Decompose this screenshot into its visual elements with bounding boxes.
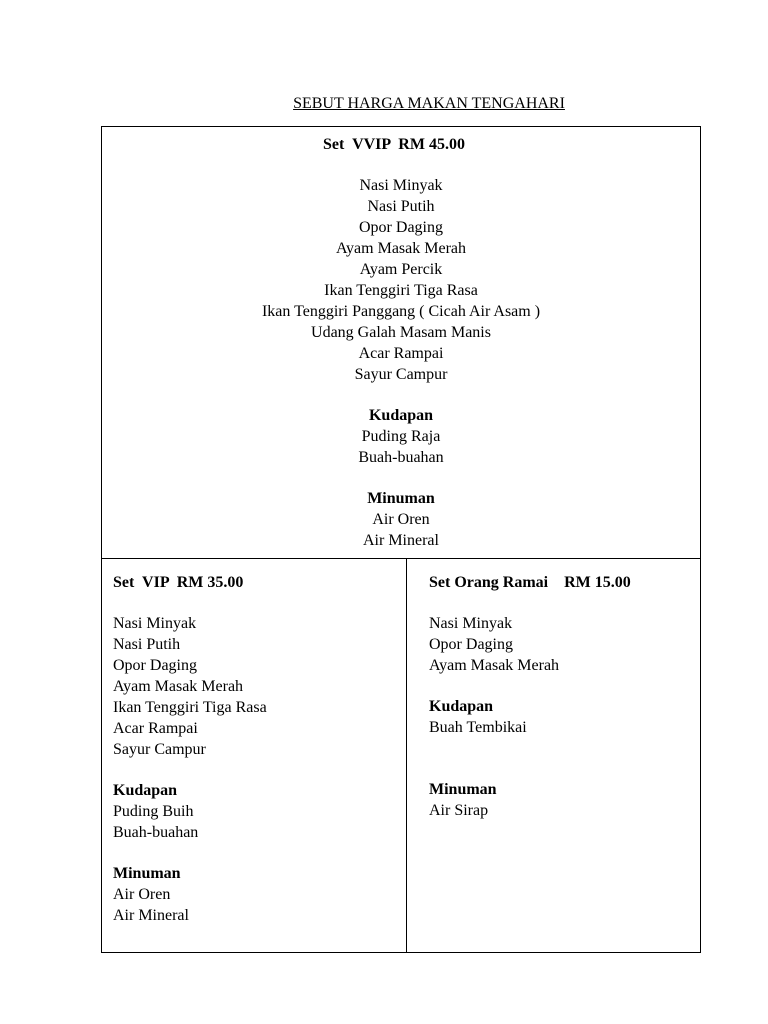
menu-item: Ikan Tenggiri Panggang ( Cicah Air Asam ) (261, 303, 541, 320)
menu-item: Ayam Masak Merah (335, 240, 467, 257)
set-orang-ramai-header: Set Orang Ramai RM 15.00 (429, 574, 631, 591)
menu-item: Ayam Percik (359, 261, 443, 278)
set-vvip-header: Set VVIP RM 45.00 (323, 136, 465, 153)
menu-item: Buah Tembikai (429, 719, 527, 736)
menu-item: Acar Rampai (358, 345, 444, 362)
menu-item: Sayur Campur (113, 741, 206, 758)
menu-item: Air Oren (113, 886, 171, 903)
menu-item: Nasi Minyak (359, 177, 443, 194)
drinks-heading: Minuman (367, 490, 435, 507)
menu-item: Udang Galah Masam Manis (311, 324, 491, 341)
menu-item: Buah-buahan (358, 449, 444, 466)
drinks-heading: Minuman (113, 865, 181, 882)
menu-item: Air Oren (372, 511, 430, 528)
menu-item: Ikan Tenggiri Tiga Rasa (113, 699, 267, 716)
set-orang-ramai-cell (407, 559, 700, 952)
menu-item: Nasi Minyak (113, 615, 197, 632)
menu-item: Opor Daging (359, 219, 443, 236)
menu-item: Nasi Putih (113, 636, 181, 653)
dessert-heading: Kudapan (429, 698, 494, 715)
menu-item: Nasi Minyak (429, 615, 513, 632)
menu-item: Puding Buih (113, 803, 194, 820)
set-vip-header: Set VIP RM 35.00 (113, 574, 244, 591)
menu-item: Ayam Masak Merah (429, 657, 560, 674)
menu-item: Puding Raja (361, 428, 441, 445)
menu-item: Air Mineral (113, 907, 189, 924)
menu-item: Air Mineral (363, 532, 439, 549)
menu-item: Opor Daging (113, 657, 197, 674)
drinks-heading: Minuman (429, 781, 497, 798)
menu-item: Sayur Campur (354, 366, 448, 383)
menu-item: Nasi Putih (367, 198, 435, 215)
menu-item: Opor Daging (429, 636, 513, 653)
menu-item: Buah-buahan (113, 824, 199, 841)
dessert-heading: Kudapan (113, 782, 178, 799)
set-vvip-cell (102, 127, 700, 559)
dessert-heading: Kudapan (368, 407, 434, 424)
menu-item: Ikan Tenggiri Tiga Rasa (324, 282, 478, 299)
menu-item: Acar Rampai (113, 720, 198, 737)
page-title: SEBUT HARGA MAKAN TENGAHARI (293, 95, 565, 112)
set-vip-cell (102, 559, 407, 952)
menu-table (101, 126, 701, 953)
menu-item: Ayam Masak Merah (113, 678, 244, 695)
menu-item: Air Sirap (429, 802, 489, 819)
